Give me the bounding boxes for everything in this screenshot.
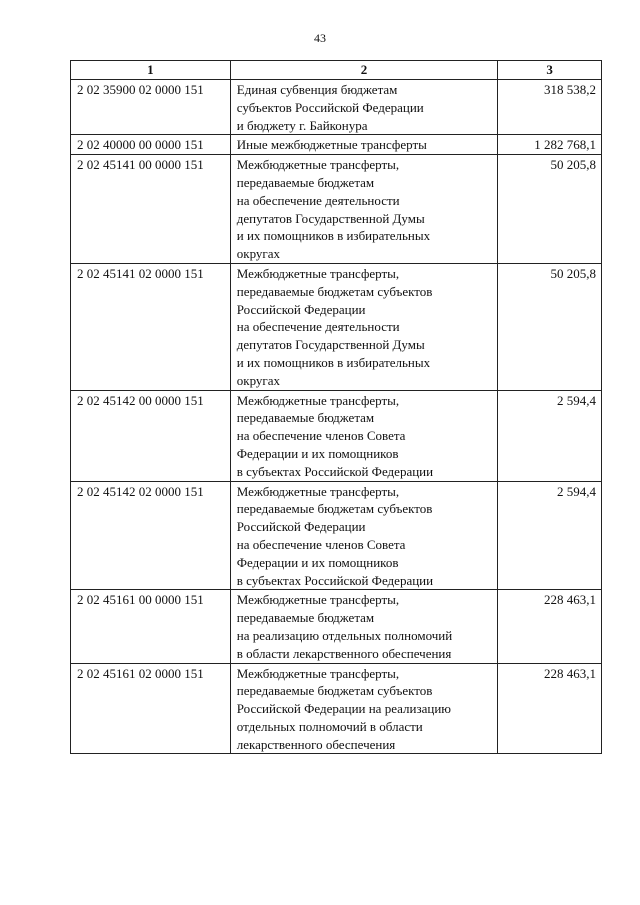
income-name: [230, 481, 498, 590]
amount-value: 318 538,2: [498, 80, 602, 135]
income-name-line: Федерации и их помощников: [236, 554, 399, 570]
income-name-line: и бюджету г. Байконура: [236, 117, 368, 133]
budget-code: 2 02 45141 00 0000 151: [71, 155, 231, 264]
income-name-line: передаваемые бюджетам субъектов: [236, 501, 433, 517]
income-name-line: депутатов Государственной Думы: [236, 337, 425, 353]
amount-value: 2 594,4: [498, 390, 602, 481]
income-name-line: Российской Федерации на реализацию: [236, 701, 451, 717]
table-row: [71, 80, 602, 135]
income-name: [230, 135, 498, 155]
table-row: [71, 155, 602, 264]
table-row: [71, 135, 602, 155]
income-name-line: и их помощников в избирательных: [236, 354, 431, 370]
income-name-line: лекарственного обеспечения: [236, 736, 396, 752]
budget-code: 2 02 45142 02 0000 151: [71, 481, 231, 590]
income-name-line: в субъектах Российской Федерации: [236, 572, 434, 588]
income-name: [230, 155, 498, 264]
income-name-line: в области лекарственного обеспечения: [236, 645, 452, 661]
income-name-line: и их помощников в избирательных: [236, 228, 431, 244]
amount-value: 1 282 768,1: [498, 135, 602, 155]
income-name-line: передаваемые бюджетам: [236, 174, 375, 190]
table-row: [71, 263, 602, 390]
budget-table: [70, 60, 602, 754]
income-name-line: на обеспечение членов Совета: [236, 428, 406, 444]
income-name-line: Межбюджетные трансферты,: [236, 483, 400, 499]
budget-code: 2 02 40000 00 0000 151: [71, 135, 231, 155]
table-row: [71, 390, 602, 481]
income-name-line: депутатов Государственной Думы: [236, 210, 425, 226]
income-name-line: Федерации и их помощников: [236, 445, 399, 461]
income-name-line: Единая субвенция бюджетам: [236, 82, 398, 97]
amount-value: 228 463,1: [498, 663, 602, 754]
header-col-2: 2: [230, 61, 498, 80]
income-name-line: Межбюджетные трансферты,: [236, 157, 400, 173]
income-name-line: передаваемые бюджетам субъектов: [236, 683, 433, 699]
budget-code: 2 02 45141 02 0000 151: [71, 263, 231, 390]
table-row: [71, 663, 602, 754]
income-name: [230, 80, 498, 135]
income-name: [230, 390, 498, 481]
income-name-line: Межбюджетные трансферты,: [236, 392, 400, 408]
income-name: [230, 263, 498, 390]
header-col-3: 3: [498, 61, 602, 80]
header-col-1: 1: [71, 61, 231, 80]
income-name-line: округах: [236, 372, 281, 388]
amount-value: 2 594,4: [498, 481, 602, 590]
income-name-line: передаваемые бюджетам: [236, 610, 375, 626]
table-row: [71, 590, 602, 663]
budget-code: 2 02 45161 00 0000 151: [71, 590, 231, 663]
amount-value: 50 205,8: [498, 155, 602, 264]
income-name-line: на обеспечение членов Совета: [236, 536, 406, 552]
income-name-line: Межбюджетные трансферты,: [236, 592, 400, 608]
income-name-line: Российской Федерации: [236, 301, 366, 317]
income-name-line: Межбюджетные трансферты,: [236, 265, 400, 281]
budget-code: 2 02 45161 02 0000 151: [71, 663, 231, 754]
income-name-line: отдельных полномочий в области: [236, 718, 423, 734]
amount-value: 50 205,8: [498, 263, 602, 390]
income-name-line: субъектов Российской Федерации: [236, 99, 424, 115]
income-name-line: на обеспечение деятельности: [236, 319, 400, 335]
income-name: [230, 663, 498, 754]
page-number: 43: [314, 31, 326, 45]
income-name-line: передаваемые бюджетам: [236, 410, 375, 426]
income-name-line: на обеспечение деятельности: [236, 192, 400, 208]
income-name-line: в субъектах Российской Федерации: [236, 463, 434, 479]
income-name-line: передаваемые бюджетам субъектов: [236, 283, 433, 299]
income-name-line: на реализацию отдельных полномочий: [236, 627, 453, 643]
income-name-line: Российской Федерации: [236, 519, 366, 535]
budget-code: 2 02 45142 00 0000 151: [71, 390, 231, 481]
header-row: [71, 61, 602, 80]
income-name-line: округах: [236, 246, 281, 262]
amount-value: 228 463,1: [498, 590, 602, 663]
budget-code: 2 02 35900 02 0000 151: [71, 80, 231, 135]
table-row: [71, 481, 602, 590]
income-name-line: Межбюджетные трансферты,: [236, 665, 400, 681]
income-name: [230, 590, 498, 663]
income-name-line: Иные межбюджетные трансферты: [236, 137, 427, 153]
